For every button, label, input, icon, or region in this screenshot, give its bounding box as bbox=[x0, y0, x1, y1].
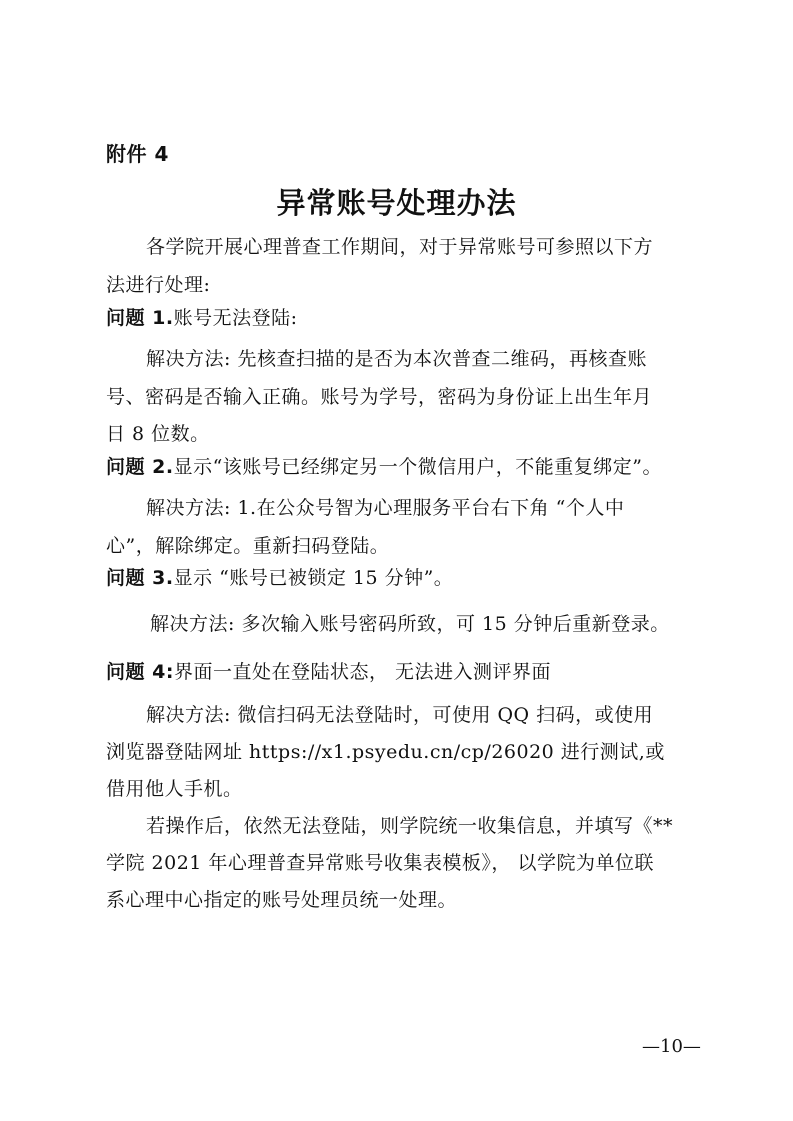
question-3-text: 显示 “账号已被锁定 15 分钟”。 bbox=[173, 567, 454, 589]
closing-line-2: 学院 2021 年心理普查异常账号收集表模板》， 以学院为单位联 bbox=[106, 852, 654, 874]
question-4-text: 界面一直处在登陆状态， 无法进入测评界面 bbox=[173, 661, 551, 683]
page-number: —10— bbox=[642, 1036, 701, 1057]
closing-line-1: 若操作后，依然无法登陆，则学院统一收集信息，并填写《** bbox=[146, 815, 674, 837]
question-4-label: 问题 4: bbox=[106, 661, 174, 683]
question-2-text: 显示“该账号已经绑定另一个微信用户，不能重复绑定”。 bbox=[173, 456, 662, 478]
question-1-label: 问题 1. bbox=[106, 307, 174, 329]
question-3 bbox=[106, 566, 453, 590]
attachment-label: 附件 4 bbox=[106, 142, 169, 166]
solution-2-line-2: 心”，解除绑定。重新扫码登陆。 bbox=[106, 535, 390, 557]
solution-1-line-3: 日 8 位数。 bbox=[106, 423, 210, 445]
solution-1-line-2: 号、密码是否输入正确。账号为学号，密码为身份证上出生年月 bbox=[106, 386, 653, 408]
closing-line-3: 系心理中心指定的账号处理员统一处理。 bbox=[106, 889, 458, 911]
question-2-label: 问题 2. bbox=[106, 456, 174, 478]
intro-line-1: 各学院开展心理普查工作期间，对于异常账号可参照以下方 bbox=[146, 236, 654, 258]
solution-1-line-1: 解决方法: 先核查扫描的是否为本次普查二维码，再核查账 bbox=[146, 348, 647, 370]
solution-4-line-3: 借用他人手机。 bbox=[106, 778, 243, 800]
solution-3-line-1: 解决方法: 多次输入账号密码所致，可 15 分钟后重新登录。 bbox=[150, 613, 670, 635]
solution-4-line-2: 浏览器登陆网址 https://x1.psyedu.cn/cp/26020 进行测试,或 bbox=[106, 741, 665, 763]
solution-2-line-1: 解决方法: 1.在公众号智为心理服务平台右下角 “个人中 bbox=[146, 497, 625, 519]
question-4 bbox=[106, 660, 551, 684]
intro-line-2: 法进行处理: bbox=[106, 274, 211, 296]
question-2 bbox=[106, 455, 662, 479]
question-3-label: 问题 3. bbox=[106, 567, 174, 589]
question-1-text: 账号无法登陆: bbox=[173, 307, 298, 329]
question-1 bbox=[106, 306, 297, 330]
solution-4-line-1: 解决方法: 微信扫码无法登陆时，可使用 QQ 扫码，或使用 bbox=[146, 704, 654, 726]
document-title: 异常账号处理办法 bbox=[276, 186, 517, 220]
